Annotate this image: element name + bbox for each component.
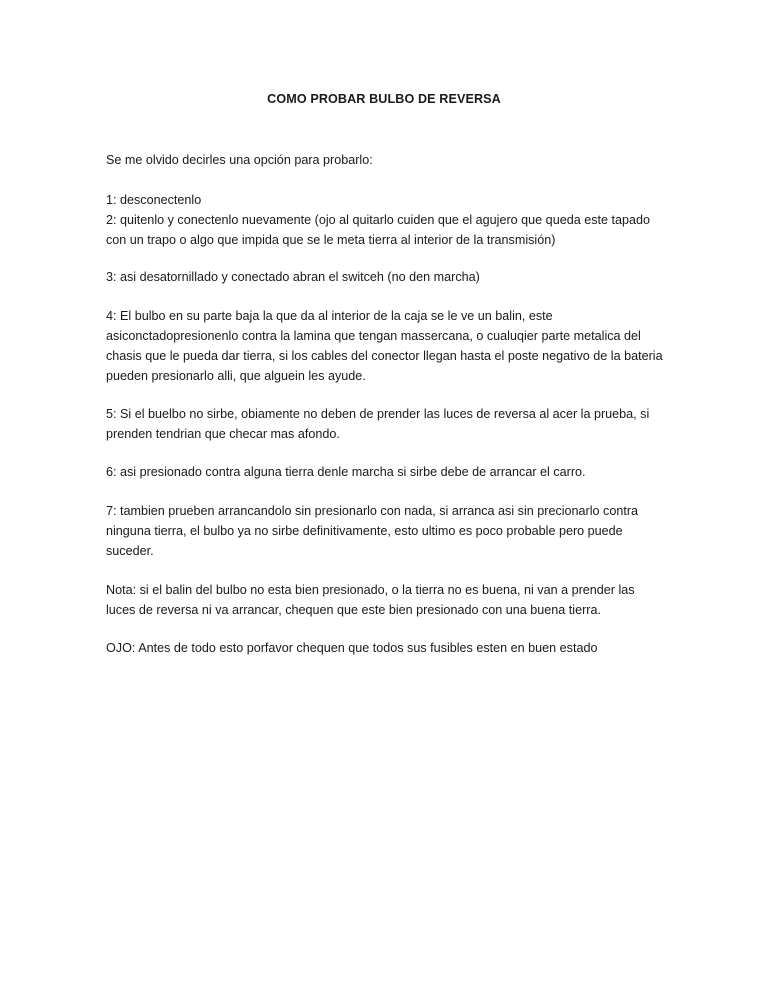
step-7-line-2: ninguna tierra, el bulbo ya no sirbe definitivamente, esto ultimo es poco probable pero puede — [106, 524, 623, 538]
step-6-paragraph — [106, 462, 646, 482]
intro-paragraph — [106, 150, 646, 170]
step-4-paragraph — [106, 306, 663, 386]
step-4-line-2: asiconctadopresionenlo contra la lamina que tengan massercana, o cualuqier parte metalica del — [106, 329, 641, 343]
nota-line-1: Nota: si el balin del bulbo no esta bien presionado, o la tierra no es buena, ni van a prender las — [106, 583, 635, 597]
step-3-paragraph — [106, 267, 646, 287]
step-4-line-1: 4: El bulbo en su parte baja la que da al interior de la caja se le ve un balin, este — [106, 309, 553, 323]
intro-line: Se me olvido decirles una opción para probarlo: — [106, 153, 373, 167]
step-4-line-3: chasis que le pueda dar tierra, si los cables del conector llegan hasta el poste negativo de la bateria — [106, 349, 663, 363]
document-title: COMO PROBAR BULBO DE REVERSA — [267, 92, 501, 106]
step-4-line-4: pueden presionarlo alli, que alguein les ayude. — [106, 369, 366, 383]
nota-line-2: luces de reversa ni va arrancar, chequen que este bien presionado con una buena tierra. — [106, 603, 601, 617]
step-1-line: 1: desconectenlo — [106, 193, 202, 207]
step-3-line: 3: asi desatornillado y conectado abran el switceh (no den marcha) — [106, 270, 480, 284]
steps-1-2-paragraph — [106, 190, 651, 250]
step-6-line: 6: asi presionado contra alguna tierra denle marcha si sirbe debe de arrancar el carro. — [106, 465, 586, 479]
nota-paragraph — [106, 580, 646, 620]
ojo-paragraph — [106, 638, 646, 658]
step-5-line-1: 5: Si el buelbo no sirbe, obiamente no deben de prender las luces de reversa al acer la prueba, si — [106, 407, 650, 421]
step-7-line-3: suceder. — [106, 544, 154, 558]
step-2-line-2: con un trapo o algo que impida que se le meta tierra al interior de la transmisión) — [106, 233, 556, 247]
step-7-line-1: 7: tambien prueben arrancandolo sin presionarlo con nada, si arranca asi sin precionarlo contra — [106, 504, 639, 518]
ojo-line: OJO: Antes de todo esto porfavor chequen que todos sus fusibles esten en buen estado — [106, 641, 598, 655]
step-7-paragraph — [106, 501, 646, 561]
step-5-paragraph — [106, 404, 650, 444]
step-2-line-1: 2: quitenlo y conectenlo nuevamente (ojo al quitarlo cuiden que el agujero que queda este tapado — [106, 213, 651, 227]
step-5-line-2: prenden tendrian que checar mas afondo. — [106, 427, 340, 441]
